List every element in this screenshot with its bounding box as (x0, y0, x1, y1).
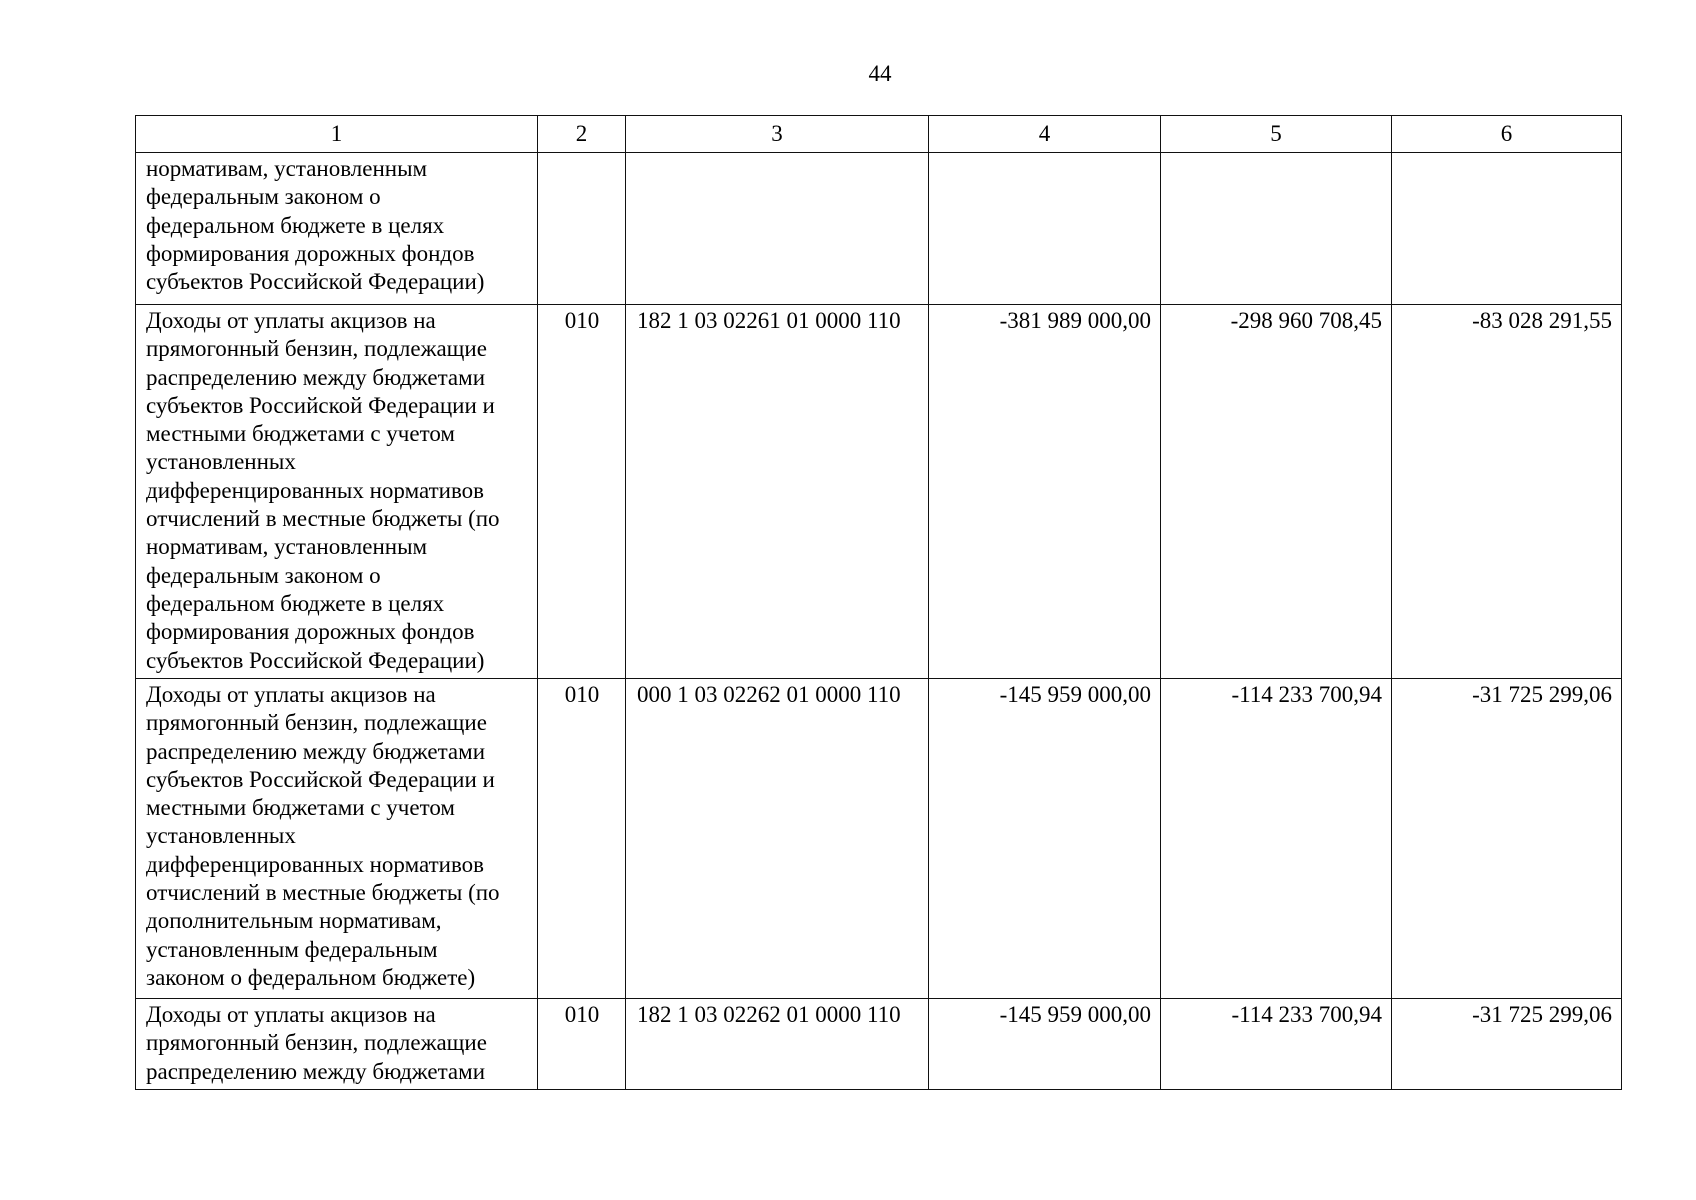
row-name: Доходы от уплаты акцизов на прямогонный бензин, подлежащие распределению между бюджетами субъектов Российской Федерации и местными бюджетами с учетом установленных дифференцированных нормативов отчислений в местные бюджеты (по нормативам, установленным федеральным законом о федеральном бюджете в целях формирования дорожных фондов субъектов Российской Федерации) (146, 308, 500, 673)
column-header-3: 3 (626, 116, 929, 153)
row-col4-cell: -381 989 000,00 (929, 305, 1161, 679)
row-name: нормативам, установленным федеральным законом о федеральном бюджете в целях формирования дорожных фондов субъектов Российской Федерации) (146, 156, 485, 295)
row-col2-cell (538, 153, 626, 305)
row-name-cell (136, 679, 538, 999)
column-header-6: 6 (1392, 116, 1622, 153)
column-header-2: 2 (538, 116, 626, 153)
row-code-cell (626, 153, 929, 305)
table-row (136, 679, 1622, 999)
row-name-cell (136, 305, 538, 679)
row-col5-cell: -298 960 708,45 (1161, 305, 1392, 679)
row-name: Доходы от уплаты акцизов на прямогонный бензин, подлежащие распределению между бюджетами субъектов Российской Федерации и местными бюджетами с учетом установленных дифференцированных нормативов отчислений в местные бюджеты (по дополнительным нормативам, установленным федеральным законом о федеральном бюджете) (146, 682, 500, 990)
table-row (136, 305, 1622, 679)
table-row (136, 153, 1622, 305)
row-col2-cell: 010 (538, 999, 626, 1090)
budget-table (135, 115, 1622, 1090)
row-name-cell (136, 153, 538, 305)
row-col4-cell (929, 153, 1161, 305)
row-col4-cell: -145 959 000,00 (929, 679, 1161, 999)
table-header-row (136, 116, 1622, 153)
row-code-cell: 182 1 03 02261 01 0000 110 (626, 305, 929, 679)
table-row (136, 999, 1622, 1090)
row-col6-cell: -31 725 299,06 (1392, 679, 1622, 999)
row-code-cell: 000 1 03 02262 01 0000 110 (626, 679, 929, 999)
column-header-4: 4 (929, 116, 1161, 153)
row-code-cell: 182 1 03 02262 01 0000 110 (626, 999, 929, 1090)
row-col6-cell: -83 028 291,55 (1392, 305, 1622, 679)
row-name: Доходы от уплаты акцизов на прямогонный бензин, подлежащие распределению между бюджетами (146, 1002, 487, 1084)
row-col5-cell: -114 233 700,94 (1161, 679, 1392, 999)
row-name-cell (136, 999, 538, 1090)
row-col2-cell: 010 (538, 305, 626, 679)
row-col5-cell (1161, 153, 1392, 305)
column-header-5: 5 (1161, 116, 1392, 153)
page-number: 44 (868, 61, 892, 86)
row-col6-cell (1392, 153, 1622, 305)
row-col5-cell: -114 233 700,94 (1161, 999, 1392, 1090)
row-col4-cell: -145 959 000,00 (929, 999, 1161, 1090)
row-col6-cell: -31 725 299,06 (1392, 999, 1622, 1090)
column-header-1: 1 (136, 116, 538, 153)
row-col2-cell: 010 (538, 679, 626, 999)
